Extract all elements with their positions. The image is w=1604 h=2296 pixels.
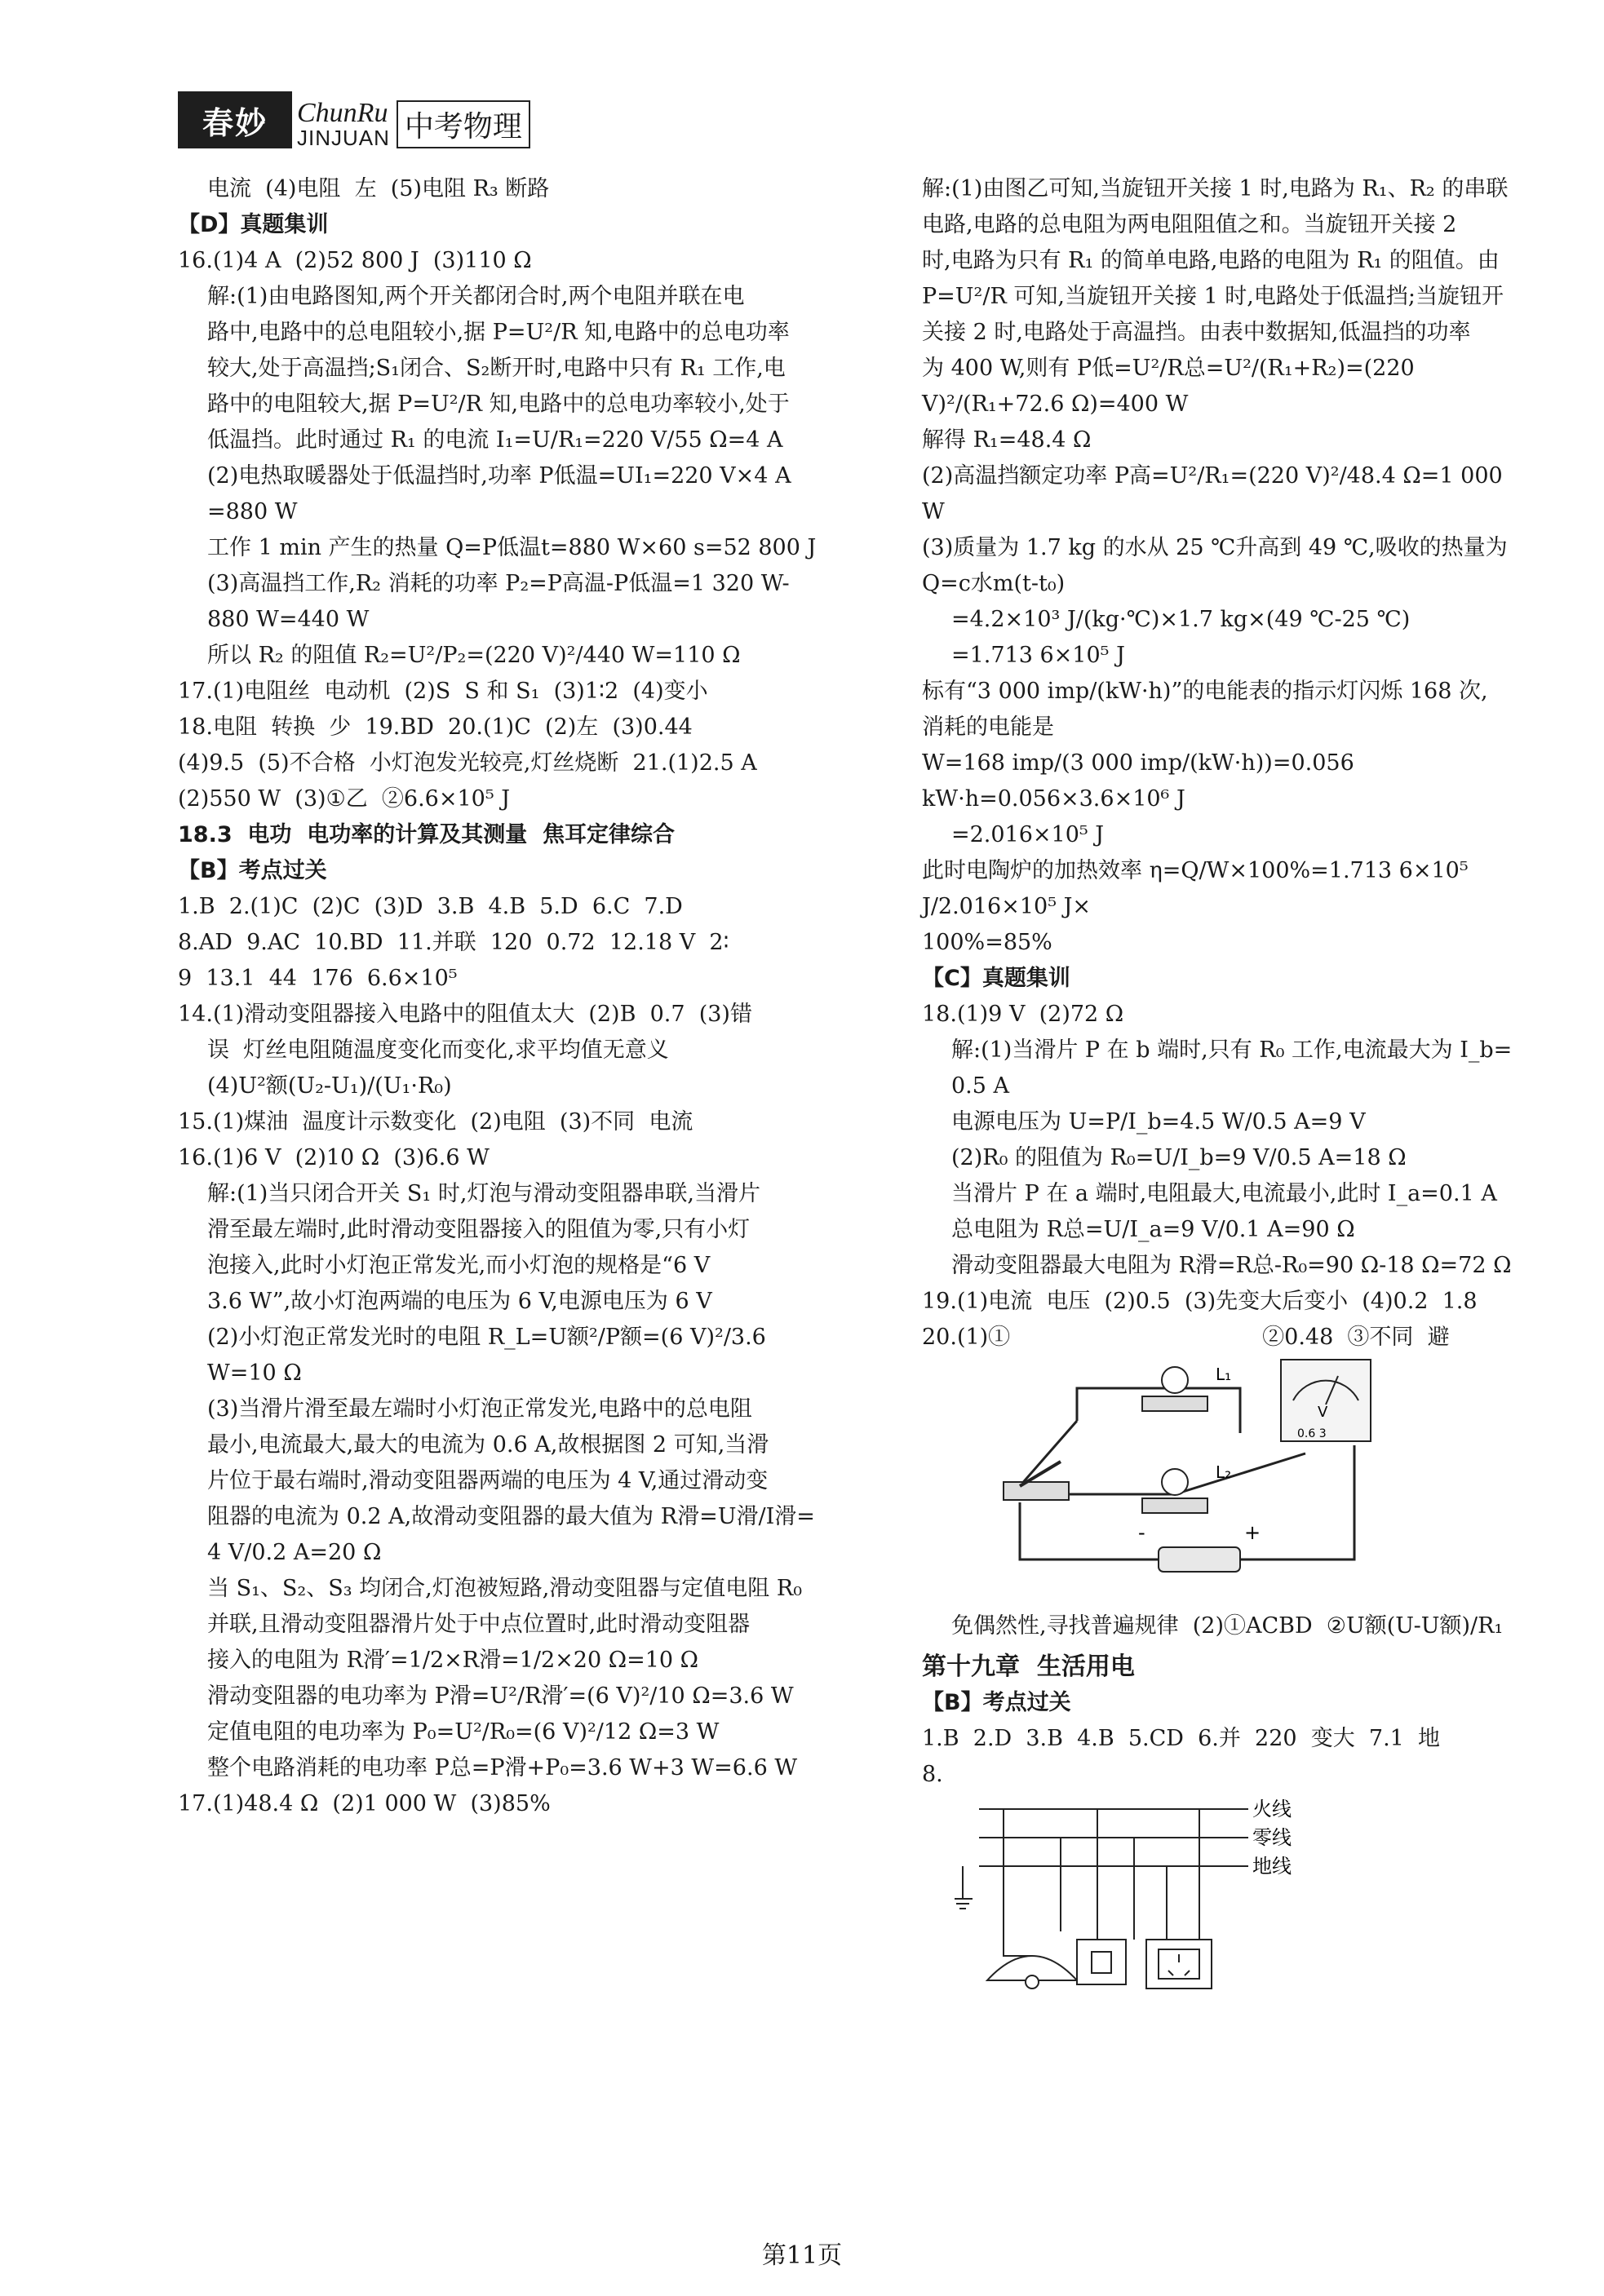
text-line: (2)高温挡额定功率 P高=U²/R₁=(220 V)²/48.4 Ω=1 000 W	[922, 463, 1510, 524]
text-line: 最小,电流最大,最大的电流为 0.6 A,故根据图 2 可知,当滑	[207, 1432, 769, 1458]
text-line: 17.(1)电阻丝 电动机 (2)S S 和 S₁ (3)1∶2 (4)变小	[178, 679, 708, 704]
text-line: 低温挡。此时通过 R₁ 的电流 I₁=U/R₁=220 V/55 Ω=4 A	[207, 427, 783, 453]
text-line: 20.(1)① ②0.48 ③不同 避	[922, 1325, 1450, 1350]
text-line: 所以 R₂ 的阻值 R₂=U²/P₂=(220 V)²/440 W=110 Ω	[207, 643, 741, 668]
text-line: 路中的电阻较大,据 P=U²/R 知,电路中的总电功率较小,处于	[207, 392, 790, 417]
text-line: 【C】真题集训	[922, 966, 1070, 991]
battery-icon	[1138, 1521, 1261, 1572]
meter-scale: 0.6 3	[1297, 1427, 1327, 1440]
text-line: 16.(1)6 V (2)10 Ω (3)6.6 W	[178, 1145, 490, 1170]
text-line: 【B】考点过关	[922, 1690, 1071, 1715]
text-line: 当滑片 P 在 a 端时,电阻最大,电流最小,此时 I_a=0.1 A	[951, 1181, 1497, 1206]
text-line: 解:(1)由电路图知,两个开关都闭合时,两个电阻并联在电	[207, 284, 745, 309]
battery-minus: -	[1138, 1521, 1145, 1544]
text-line: 18.电阻 转换 少 19.BD 20.(1)C (2)左 (3)0.44	[178, 714, 693, 740]
text-line: 片位于最右端时,滑动变阻器两端的电压为 4 V,通过滑动变	[207, 1468, 769, 1493]
text-line: Q=c水m(t-t₀)	[922, 571, 1066, 596]
label-l1: L₁	[1216, 1365, 1232, 1384]
text-line: 15.(1)煤油 温度计示数变化 (2)电阻 (3)不同 电流	[178, 1109, 693, 1135]
text-line: 100%=85%	[922, 930, 1052, 955]
text-line: 1.B 2.(1)C (2)C (3)D 3.B 4.B 5.D 6.C 7.D	[178, 894, 683, 919]
text-line: 为 400 W,则有 P低=U²/R总=U²/(R₁+R₂)=(220 V)²/(R₁+72.6 Ω)=400 W	[922, 356, 1422, 417]
text-line: 滑至最左端时,此时滑动变阻器接入的阻值为零,只有小灯	[207, 1217, 751, 1242]
text-line: 第十九章 生活用电	[922, 1652, 1135, 1681]
text-line: 时,电路为只有 R₁ 的简单电路,电路的电阻为 R₁ 的阻值。由	[922, 248, 1500, 273]
text-line: P=U²/R 可知,当旋钮开关接 1 时,电路处于低温挡;当旋钮开	[922, 284, 1504, 309]
text-line: 3.6 W”,故小灯泡两端的电压为 6 V,电源电压为 6 V	[207, 1289, 712, 1314]
text-line: 滑动变阻器的电功率为 P滑=U²/R滑′=(6 V)²/10 Ω=3.6 W	[207, 1683, 794, 1709]
voltmeter-icon	[1281, 1360, 1371, 1441]
text-line: 电路,电路的总电阻为两电阻阻值之和。当旋钮开关接 2	[922, 212, 1457, 237]
text-line: 工作 1 min 产生的热量 Q=P低温t=880 W×60 s=52 800 J	[207, 535, 817, 560]
right-column	[922, 171, 1526, 1997]
text-line: 标有“3 000 imp/(kW·h)”的电能表的指示灯闪烁 168 次,	[922, 679, 1488, 704]
text-line: 消耗的电能是	[922, 714, 1054, 740]
text-line: 0.5 A	[951, 1073, 1010, 1099]
text-line: =880 W	[207, 499, 298, 524]
brand-en1: ChunRu	[297, 98, 388, 128]
battery-plus: +	[1244, 1521, 1261, 1544]
text-line: 18.3 电功 电功率的计算及其测量 焦耳定律综合	[178, 822, 676, 847]
ground-wire-label: 地线	[1252, 1855, 1292, 1878]
brand-en2: JINJUAN	[297, 126, 390, 150]
right-column-text-2	[922, 1608, 1526, 1793]
text-line: 接入的电阻为 R滑′=1/2×R滑=1/2×20 Ω=10 Ω	[207, 1648, 699, 1673]
text-line: 16.(1)4 A (2)52 800 J (3)110 Ω	[178, 248, 532, 273]
ground-icon	[955, 1866, 973, 1909]
text-line: 路中,电路中的总电阻较小,据 P=U²/R 知,电路中的总电功率	[207, 320, 790, 345]
text-line: (2)550 W (3)①乙 ②6.6×10⁵ J	[178, 786, 511, 812]
text-line: 免偶然性,寻找普遍规律 (2)①ACBD ②U额(U-U额)/R₁	[951, 1613, 1504, 1639]
text-line: 并联,且滑动变阻器滑片处于中点位置时,此时滑动变阻器	[207, 1612, 751, 1637]
brand-logo: 春妙	[178, 91, 292, 148]
text-line: 解:(1)由图乙可知,当旋钮开关接 1 时,电路为 R₁、R₂ 的串联	[922, 176, 1509, 201]
neutral-wire-label: 零线	[1252, 1826, 1292, 1849]
text-line: 阻器的电流为 0.2 A,故滑动变阻器的最大值为 R滑=U滑/I滑=	[207, 1504, 815, 1529]
svg-text:V: V	[1318, 1404, 1328, 1421]
text-line: =4.2×10³ J/(kg·℃)×1.7 kg×(49 ℃-25 ℃)	[951, 607, 1411, 632]
text-line: 当 S₁、S₂、S₃ 均闭合,灯泡被短路,滑动变阻器与定值电阻 R₀	[207, 1576, 803, 1601]
text-line: 880 W=440 W	[207, 607, 370, 632]
circuit-diagram-20	[971, 1356, 1395, 1608]
text-line: 8.	[922, 1762, 943, 1787]
text-line: 关接 2 时,电路处于高温挡。由表中数据知,低温挡的功率	[922, 320, 1471, 345]
header	[178, 73, 561, 148]
text-line: 整个电路消耗的电功率 P总=P滑+P₀=3.6 W+3 W=6.6 W	[207, 1755, 798, 1781]
text-line: 18.(1)9 V (2)72 Ω	[922, 1002, 1124, 1027]
text-line: 4 V/0.2 A=20 Ω	[207, 1540, 382, 1565]
text-line: 9 13.1 44 176 6.6×10⁵	[178, 966, 458, 991]
wall-switch-icon	[1077, 1940, 1126, 1984]
text-line: 较大,处于高温挡;S₁闭合、S₂断开时,电路中只有 R₁ 工作,电	[207, 356, 786, 381]
text-line: 【B】考点过关	[178, 858, 327, 883]
socket-icon	[1146, 1940, 1212, 1989]
text-line: 解:(1)当只闭合开关 S₁ 时,灯泡与滑动变阻器串联,当滑片	[207, 1181, 760, 1206]
text-line: 泡接入,此时小灯泡正常发光,而小灯泡的规格是“6 V	[207, 1253, 711, 1278]
text-line: 总电阻为 R总=U/I_a=9 V/0.1 A=90 Ω	[951, 1217, 1355, 1242]
text-line: 17.(1)48.4 Ω (2)1 000 W (3)85%	[178, 1791, 551, 1816]
live-wire-label: 火线	[1252, 1798, 1292, 1820]
lamp-icon	[987, 1931, 1077, 1989]
text-line: 此时电陶炉的加热效率 η=Q/W×100%=1.713 6×10⁵ J/2.016×10⁵ J×	[922, 858, 1476, 919]
text-line: (2)R₀ 的阻值为 R₀=U/I_b=9 V/0.5 A=18 Ω	[951, 1145, 1407, 1170]
text-line: (3)当滑片滑至最左端时小灯泡正常发光,电路中的总电阻	[207, 1396, 752, 1422]
text-line: W=168 imp/(3 000 imp/(kW·h))=0.056 kW·h=0.056×3.6×10⁶ J	[922, 750, 1362, 812]
brand-text	[297, 100, 390, 148]
text-line: (4)9.5 (5)不合格 小灯泡发光较亮,灯丝烧断 21.(1)2.5 A	[178, 750, 757, 776]
text-line: (2)电热取暖器处于低温挡时,功率 P低温=UI₁=220 V×4 A	[207, 463, 791, 489]
text-line: =2.016×10⁵ J	[951, 822, 1105, 847]
text-line: 1.B 2.D 3.B 4.B 5.CD 6.并 220 变大 7.1 地	[922, 1726, 1441, 1751]
text-line: 定值电阻的电功率为 P₀=U²/R₀=(6 V)²/12 Ω=3 W	[207, 1719, 720, 1745]
page-number: 第11页	[761, 2241, 843, 2270]
text-line: 电源电压为 U=P/I_b=4.5 W/0.5 A=9 V	[951, 1109, 1366, 1135]
text-line: 19.(1)电流 电压 (2)0.5 (3)先变大后变小 (4)0.2 1.8	[922, 1289, 1478, 1314]
text-line: 【D】真题集训	[178, 212, 329, 237]
subject-title: 中考物理	[397, 100, 530, 148]
text-line: (3)高温挡工作,R₂ 消耗的功率 P₂=P高温-P低温=1 320 W-	[207, 571, 790, 596]
left-column	[178, 171, 831, 1822]
text-line: 电流 (4)电阻 左 (5)电阻 R₃ 断路	[207, 176, 550, 201]
text-line: 解得 R₁=48.4 Ω	[922, 427, 1092, 453]
text-line: 14.(1)滑动变阻器接入电路中的阻值太大 (2)B 0.7 (3)错	[178, 1002, 752, 1027]
text-line: =1.713 6×10⁵ J	[951, 643, 1125, 668]
right-column-text	[922, 171, 1526, 1356]
text-line: 滑动变阻器最大电阻为 R滑=R总-R₀=90 Ω-18 Ω=72 Ω	[951, 1253, 1512, 1278]
text-line: (3)质量为 1.7 kg 的水从 25 ℃升高到 49 ℃,吸收的热量为	[922, 535, 1508, 560]
bulb-l2-icon	[1142, 1462, 1231, 1513]
text-line: 8.AD 9.AC 10.BD 11.并联 120 0.72 12.18 V 2∶	[178, 930, 729, 955]
household-circuit-diagram-8	[955, 1793, 1346, 1997]
text-line: (2)小灯泡正常发光时的电阻 R_L=U额²/P额=(6 V)²/3.6 W=10 Ω	[207, 1325, 773, 1386]
text-line: 误 灯丝电阻随温度变化而变化,求平均值无意义	[207, 1037, 669, 1063]
text-line: 解:(1)当滑片 P 在 b 端时,只有 R₀ 工作,电流最大为 I_b=	[951, 1037, 1513, 1063]
label-l2: L₂	[1216, 1462, 1232, 1482]
text-line: (4)U²额(U₂-U₁)/(U₁·R₀)	[207, 1073, 452, 1099]
